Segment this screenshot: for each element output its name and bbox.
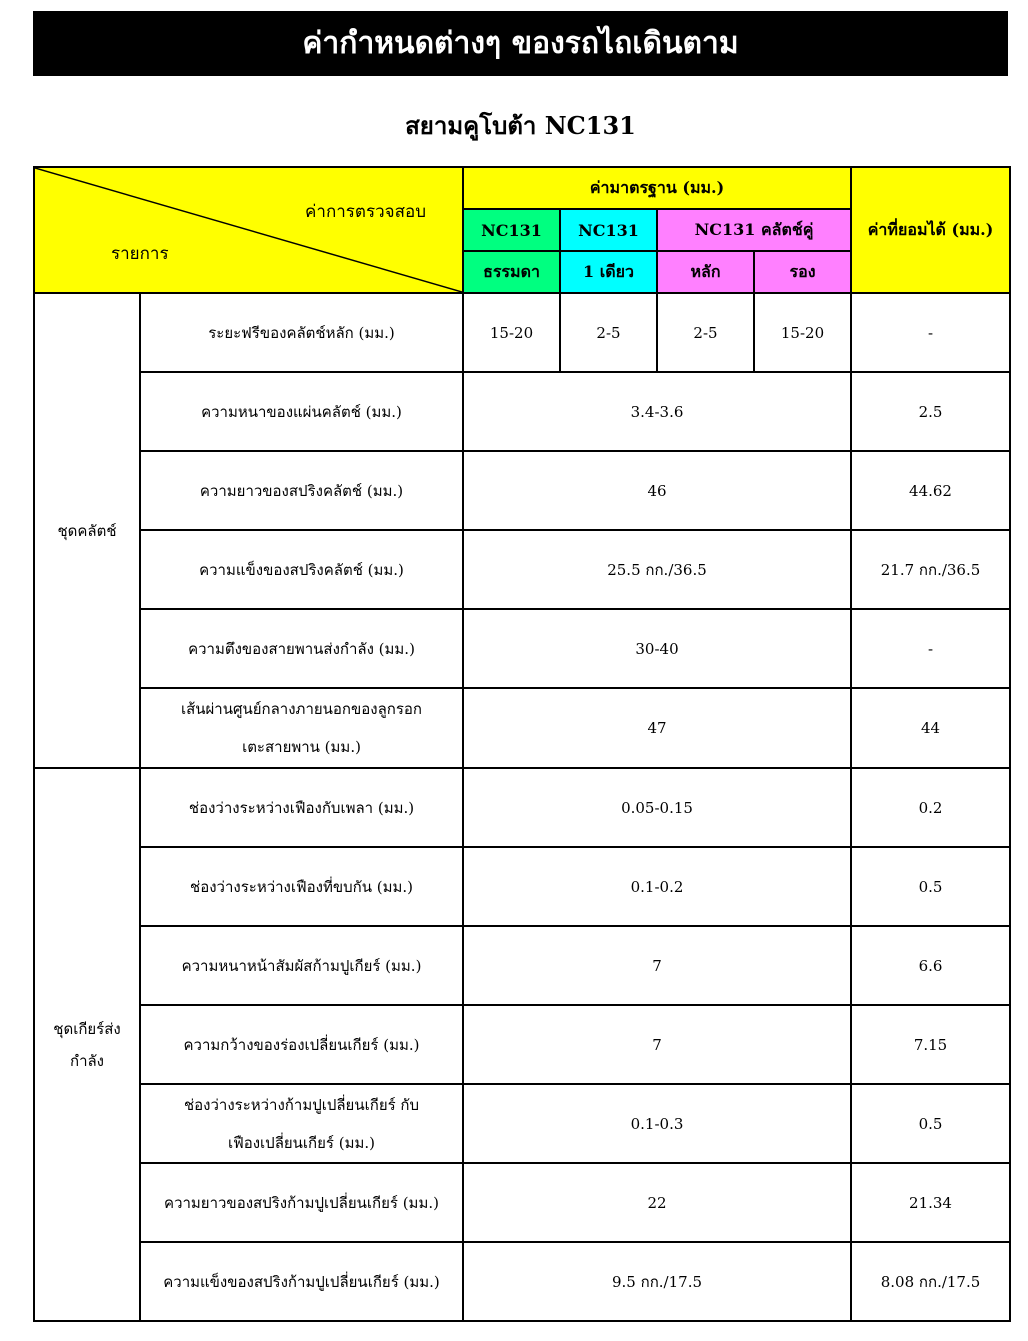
item-label-line-1: ช่องว่างระหว่างก้ามปูเปลี่ยนเกียร์ กับ [183, 1095, 420, 1114]
value-normal: 15-20 [463, 293, 560, 372]
table-row [34, 688, 1010, 768]
group-label-gear [34, 768, 140, 1321]
allowable-value: 44 [851, 688, 1010, 768]
allowable-value: - [851, 293, 1010, 372]
variant-header-main: หลัก [657, 251, 754, 293]
group-label-gear-line-1: ชุดเกียร์ส่ง [53, 1019, 121, 1038]
item-label: ช่องว่างระหว่างเฟืองที่ขบกัน (มม.) [140, 847, 463, 926]
value-secondary: 15-20 [754, 293, 851, 372]
table-row [34, 1163, 1010, 1242]
allowable-header: ค่าที่ยอมได้ (มม.) [851, 167, 1010, 293]
item-label-line-1: เส้นผ่านศูนย์กลางภายนอกของลูกรอก [180, 700, 423, 718]
group-label-clutch-text: ชุดคลัตช์ [57, 521, 117, 540]
item-label: ความหนาของแผ่นคลัตช์ (มม.) [140, 372, 463, 451]
standard-value: 25.5 กก./36.5 [463, 530, 851, 609]
allowable-value: 44.62 [851, 451, 1010, 530]
standard-value: 46 [463, 451, 851, 530]
standard-header: ค่ามาตรฐาน (มม.) [463, 167, 851, 209]
table-row [34, 768, 1010, 847]
allowable-value: 21.34 [851, 1163, 1010, 1242]
item-label: ความยาวของสปริงก้ามปูเปลี่ยนเกียร์ (มม.) [140, 1163, 463, 1242]
table-row [34, 1242, 1010, 1321]
standard-value: 0.1-0.2 [463, 847, 851, 926]
standard-value: 30-40 [463, 609, 851, 688]
standard-value: 0.05-0.15 [463, 768, 851, 847]
allowable-value: - [851, 609, 1010, 688]
table-row [34, 530, 1010, 609]
table-row [34, 926, 1010, 1005]
item-label: ช่องว่างระหว่างเฟืองกับเพลา (มม.) [140, 768, 463, 847]
page-subtitle: สยามคูโบต้า NC131 [405, 111, 636, 140]
page-title: ค่ากำหนดต่างๆ ของรถไถเดินตาม [33, 11, 1008, 76]
spec-table [33, 166, 1011, 1322]
item-label: ความตึงของสายพานส่งกำลัง (มม.) [140, 609, 463, 688]
allowable-value: 0.5 [851, 1084, 1010, 1163]
allowable-value: 0.2 [851, 768, 1010, 847]
item-label: ความกว้างของร่องเปลี่ยนเกียร์ (มม.) [140, 1005, 463, 1084]
item-label-line-2: เตะสายพาน (มม.) [242, 738, 361, 756]
variant-header-normal: ธรรมดา [463, 251, 560, 293]
standard-value: 7 [463, 1005, 851, 1084]
allowable-value: 7.15 [851, 1005, 1010, 1084]
item-label: ความแข็งของสปริงก้ามปูเปลี่ยนเกียร์ (มม.) [140, 1242, 463, 1321]
item-label: ความยาวของสปริงคลัตช์ (มม.) [140, 451, 463, 530]
standard-value: 9.5 กก./17.5 [463, 1242, 851, 1321]
allowable-value: 6.6 [851, 926, 1010, 1005]
standard-value: 0.1-0.3 [463, 1084, 851, 1163]
standard-value: 7 [463, 926, 851, 1005]
item-label: ระยะฟรีของคลัตช์หลัก (มม.) [140, 293, 463, 372]
model-header-dual-clutch: NC131 คลัตช์คู่ [657, 209, 851, 251]
standard-value: 3.4-3.6 [463, 372, 851, 451]
allowable-value: 8.08 กก./17.5 [851, 1242, 1010, 1321]
item-label [140, 1084, 463, 1163]
item-label [140, 688, 463, 768]
group-label-gear-line-2: กำลัง [69, 1051, 105, 1070]
table-row [34, 451, 1010, 530]
allowable-value: 21.7 กก./36.5 [851, 530, 1010, 609]
inspection-header-label: ค่าการตรวจสอบ [305, 202, 426, 222]
model-header-single: NC131 [560, 209, 657, 251]
item-label: ความแข็งของสปริงคลัตช์ (มม.) [140, 530, 463, 609]
item-label: ความหนาหน้าสัมผัสก้ามปูเกียร์ (มม.) [140, 926, 463, 1005]
group-label-clutch [34, 293, 140, 768]
table-row [34, 847, 1010, 926]
table-row [34, 372, 1010, 451]
variant-header-secondary: รอง [754, 251, 851, 293]
variant-header-single: 1 เดียว [560, 251, 657, 293]
standard-value: 22 [463, 1163, 851, 1242]
table-row [34, 1084, 1010, 1163]
diagonal-line [35, 168, 462, 292]
model-header-normal: NC131 [463, 209, 560, 251]
value-single: 2-5 [560, 293, 657, 372]
table-row [34, 609, 1010, 688]
table-row [34, 293, 1010, 372]
table-row [34, 1005, 1010, 1084]
value-main: 2-5 [657, 293, 754, 372]
standard-value: 47 [463, 688, 851, 768]
allowable-value: 2.5 [851, 372, 1010, 451]
item-label-line-2: เฟืองเปลี่ยนเกียร์ (มม.) [227, 1133, 376, 1152]
diagonal-header-cell [34, 167, 463, 293]
allowable-value: 0.5 [851, 847, 1010, 926]
item-header-label: รายการ [111, 244, 169, 264]
